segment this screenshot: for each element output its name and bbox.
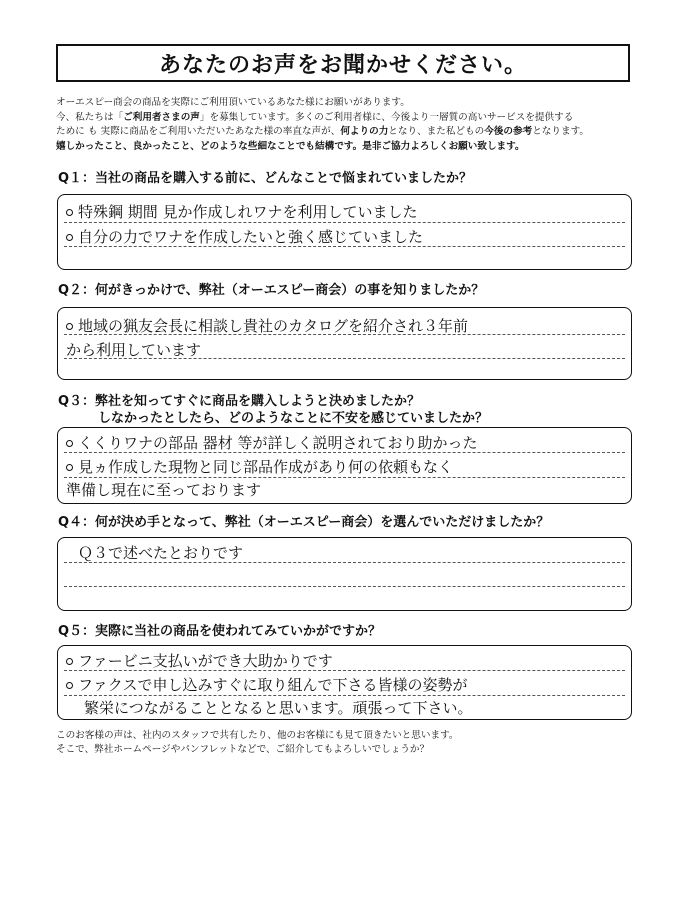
answer-box-2[interactable] xyxy=(57,307,632,380)
answer-line xyxy=(64,695,625,696)
intro-line-3c: となります。 xyxy=(532,126,589,137)
answer-4-line-1: Ｑ３で述べたとおりです xyxy=(78,544,244,562)
question-4: Q４：何が決め手となって、弊社（オーエスピー商会）を選んでいただけましたか？ xyxy=(58,515,550,530)
intro-line-2 xyxy=(56,111,656,126)
answer-3-line-1: くくりワナの部品 器材 等が詳しく説明されており助かった xyxy=(66,432,478,453)
answer-box-4[interactable] xyxy=(57,537,632,611)
question-5: Q５：実際に当社の商品を使われてみていかがですか？ xyxy=(58,624,382,639)
answer-2-line-1: 地域の猟友会長に相談し貴社のカタログを紹介され３年前 xyxy=(66,315,468,336)
intro-highlight-reference: 今後の参考 xyxy=(484,126,533,137)
answer-box-5[interactable] xyxy=(57,645,632,720)
intro-text xyxy=(56,96,656,154)
intro-highlight-voice: ご利用者さまの声 xyxy=(123,111,200,123)
answer-5-line-2: ファクスで申し込みすぐに取り組んで下さる皆様の姿勢が xyxy=(66,674,468,695)
footer-line-2: そこで、弊社ホームページやパンフレットなどで、ご紹介してもよろしいでしょうか？ xyxy=(56,744,430,755)
answer-3-line-3: 準備し現在に至っております xyxy=(66,481,262,499)
page-title: あなたのお声をお聞かせください。 xyxy=(158,52,527,78)
answer-line xyxy=(64,222,625,223)
answer-box-3[interactable] xyxy=(57,427,632,504)
intro-line-3a: ために も 実際に商品をご利用いただいたあなた様の率直な声が、 xyxy=(56,126,341,137)
question-2: Q２：何がきっかけで、弊社（オーエスピー商会）の事を知りましたか？ xyxy=(58,283,485,298)
intro-line-1: オーエスピー商会の商品を実際にご利用頂いているあなた様にお願いがあります。 xyxy=(56,97,410,108)
answer-5-line-1: ファービニ支払いができ大助かりです xyxy=(66,650,333,671)
answer-3-line-2: 見ヵ作成した現物と同じ部品作成があり何の依頼もなく xyxy=(66,456,453,477)
question-3: Q３：弊社を知ってすぐに商品を購入しようと決めましたか？ xyxy=(58,394,421,409)
intro-line-4: 嬉しかったこと、良かったこと、どのような些細なことでも結構です。是非ご協力よろしくお願い致します。 xyxy=(56,140,525,152)
intro-highlight-power: 何よりの力 xyxy=(340,126,389,137)
answer-line xyxy=(64,586,625,587)
answer-1-line-2: 自分の力でワナを作成したいと強く感じていました xyxy=(66,226,423,247)
footer-line-1: このお客様の声は、社内のスタッフで共有したり、他のお客様にも見て頂きたいと思います。 xyxy=(56,730,459,741)
answer-1-line-1: 特殊鋼 期間 見か作成しれワナを利用していました xyxy=(66,201,418,222)
answer-2-line-2: から利用しています xyxy=(66,341,202,359)
title-box xyxy=(56,44,630,82)
intro-line-3 xyxy=(56,125,656,140)
answer-line xyxy=(64,477,625,478)
answer-box-1[interactable] xyxy=(57,194,632,270)
question-3-sub: しなかったとしたら、どのようなことに不安を感じていましたか？ xyxy=(98,411,489,426)
question-1: Q１：当社の商品を購入する前に、どんなことで悩まれていましたか？ xyxy=(58,171,473,186)
intro-line-2b: 」を募集しています。多くのご利用者様に、今後より一層質の高いサービスを提供する xyxy=(199,111,574,123)
intro-line-3b: となり、また私どもの xyxy=(388,126,485,137)
intro-line-2a: 今、私たちは「 xyxy=(56,111,124,123)
answer-5-line-3: 繁栄につながることとなると思います。頑張って下さい。 xyxy=(84,699,473,717)
footer-note xyxy=(56,729,656,757)
